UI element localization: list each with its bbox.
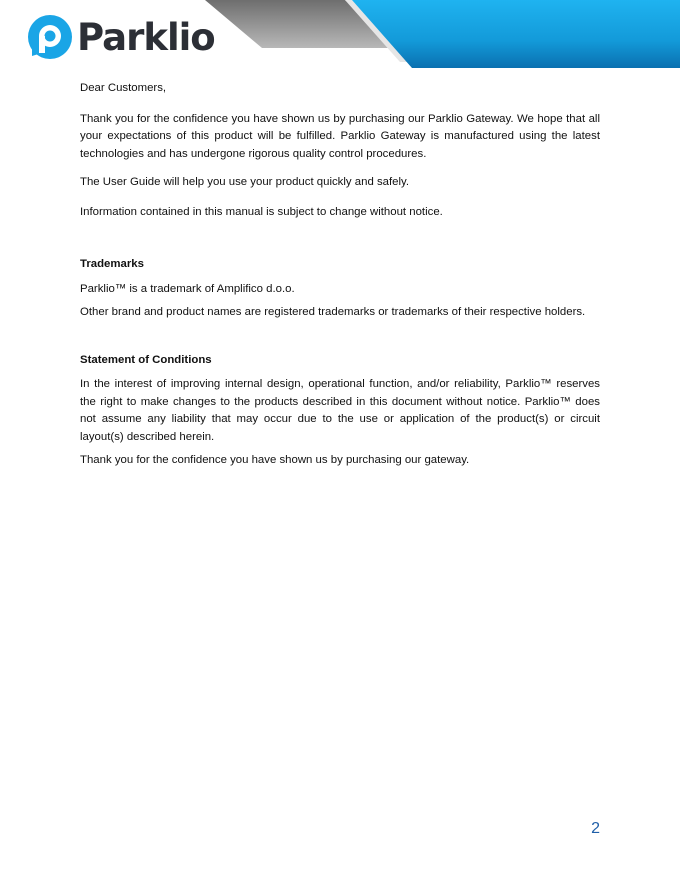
conditions-heading: Statement of Conditions: [80, 353, 212, 366]
closing-thanks: Thank you for the confidence you have shown us by purchasing our gateway.: [80, 454, 470, 466]
document-body: [80, 80, 600, 470]
guide-note: The User Guide will help you use your product quickly and safely.: [80, 176, 410, 188]
parklio-pin-icon: [25, 12, 75, 62]
logo-wordmark: Parklio: [77, 15, 215, 59]
other-trademarks-paragraph: Other brand and product names are registered trademarks or trademarks of their respective holders.: [80, 306, 586, 318]
parklio-logo: [25, 12, 215, 62]
trademark-statement: Parklio™ is a trademark of Amplifico d.o.o.: [80, 282, 295, 295]
page-number: 2: [591, 820, 600, 837]
trademarks-heading: Trademarks: [80, 258, 144, 270]
change-notice: Information contained in this manual is subject to change without notice.: [80, 205, 443, 218]
salutation: Dear Customers,: [80, 82, 167, 94]
intro-paragraph: Thank you for the confidence you have shown us by purchasing our Parklio Gateway. We hope that all your expectations of this product will be fulfilled. Parklio Gateway is manufactured using the latest technologies and has undergone rigorous quality control procedures.: [80, 112, 600, 160]
conditions-paragraph: In the interest of improving internal design, operational function, and/or reliability, Parklio™ reserves the right to make changes to the products described in this document without notice. Parklio™ does not assume any liability that may occur due to the use or application of the product(s) or circuit layout(s) described herein.: [80, 378, 600, 443]
